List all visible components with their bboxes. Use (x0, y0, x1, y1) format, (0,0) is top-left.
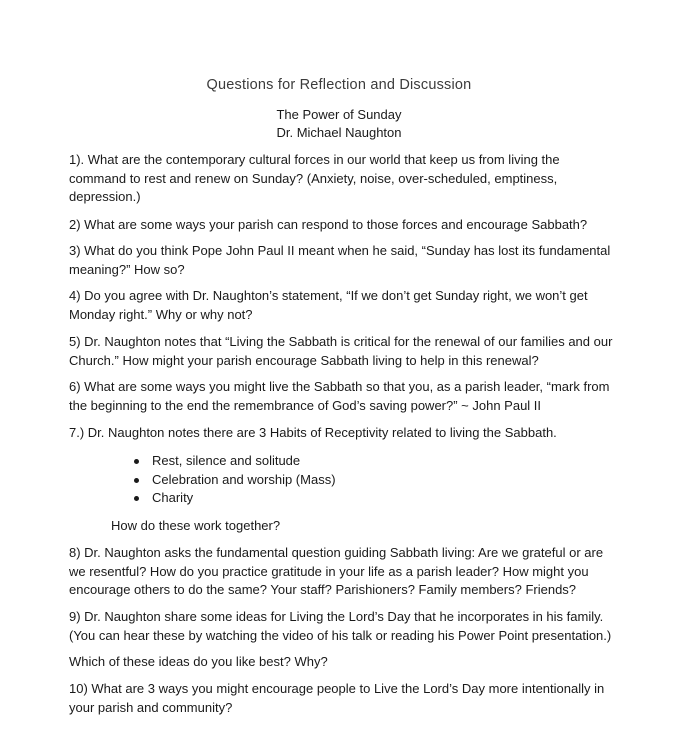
question-2: 2) What are some ways your parish can respond to those forces and encourage Sabbath? (69, 217, 588, 232)
habit-item (134, 489, 336, 508)
bullet-icon (134, 478, 139, 483)
question-4: 4) Do you agree with Dr. Naughton’s statement, “If we don’t get Sunday right, we won’t get Monday right.” Why or why not? (69, 288, 588, 322)
habits-list (134, 452, 336, 508)
bullet-icon (134, 459, 139, 464)
question-7: 7.) Dr. Naughton notes there are 3 Habits of Receptivity related to living the Sabbath. (69, 425, 557, 440)
question-10: 10) What are 3 ways you might encourage people to Live the Lord’s Day more intentionally in your parish and community? (69, 681, 605, 715)
habit-label: Celebration and worship (Mass) (152, 471, 336, 487)
bullet-icon (134, 496, 139, 501)
question-5: 5) Dr. Naughton notes that “Living the Sabbath is critical for the renewal of our families and our Church.” How might your parish encourage Sabbath living to help in this renewal? (69, 334, 613, 368)
question-3: 3) What do you think Pope John Paul II meant when he said, “Sunday has lost its fundamental meaning?” How so? (69, 243, 611, 277)
habit-label: Rest, silence and solitude (152, 453, 301, 468)
question-9: 9) Dr. Naughton share some ideas for Living the Lord’s Day that he incorporates in his family. (You can hear these by watching the video of his talk or reading his Power Point presentation.) (69, 609, 612, 643)
document-author: Dr. Michael Naughton (276, 125, 402, 140)
habit-item (134, 471, 336, 490)
habit-item (134, 452, 336, 471)
question-9-follow-up: Which of these ideas do you like best? Why? (69, 654, 328, 669)
question-1: 1). What are the contemporary cultural forces in our world that keep us from living the command to rest and renew on Sunday? (Anxiety, noise, over-scheduled, emptiness, depression.) (69, 152, 560, 205)
question-6: 6) What are some ways you might live the Sabbath so that you, as a parish leader, “mark from the beginning to the end the remembrance of God’s saving power?” ~ John Paul II (69, 379, 610, 413)
habit-label: Charity (152, 490, 194, 506)
question-8: 8) Dr. Naughton asks the fundamental question guiding Sabbath living: Are we grateful or are we resentful? How do you practice gratitude in your life as a parish leader? How might you encourage others to do the same? Your staff? Parishioners? Family members? Friends? (69, 545, 604, 598)
document-title: Questions for Reflection and Discussion (206, 77, 472, 93)
question-7-follow-up: How do these work together? (111, 518, 281, 533)
document-subtitle: The Power of Sunday (276, 107, 402, 122)
